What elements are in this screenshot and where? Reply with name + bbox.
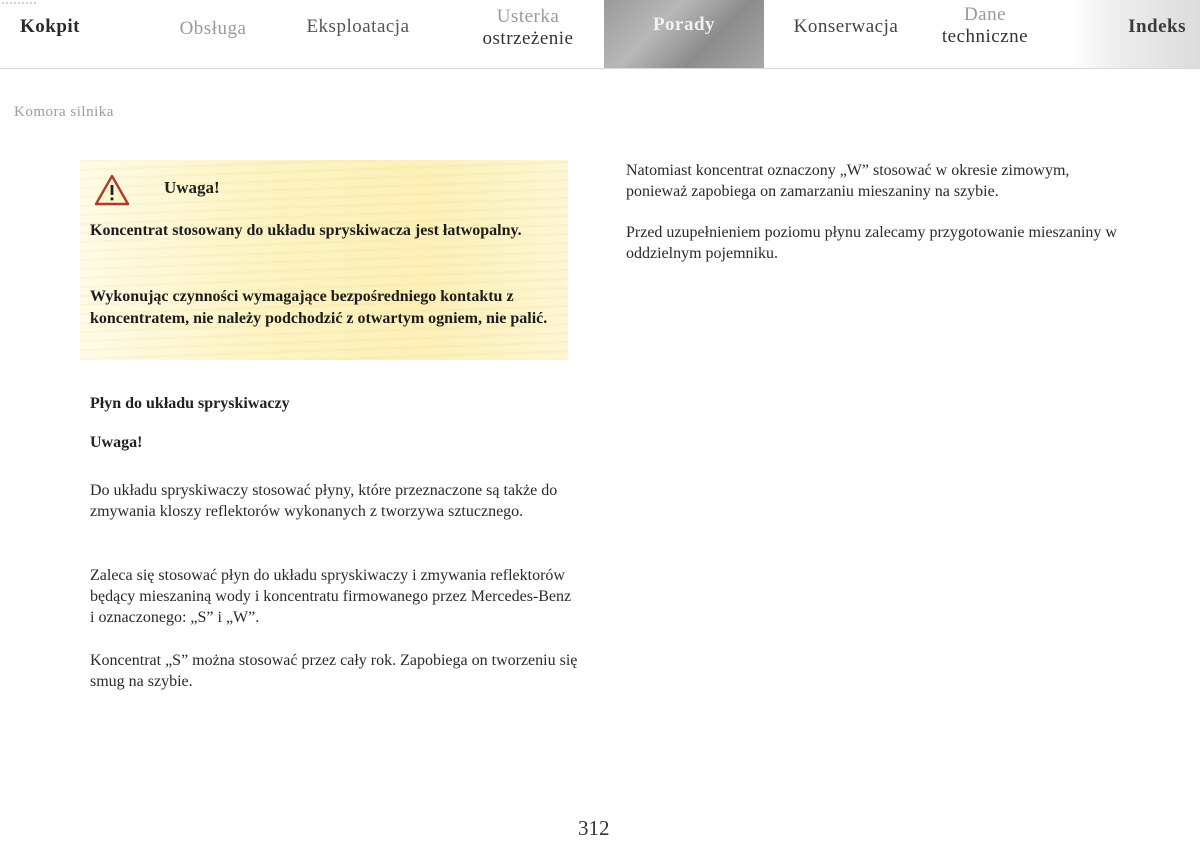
tab-kokpit[interactable] <box>10 0 90 68</box>
warning-triangle-icon <box>94 174 130 206</box>
tab-label-line1: Dane <box>963 4 1007 25</box>
paragraph-concentrate-s: Koncentrat „S” można stosować przez cały rok. Zapobiega on tworzeniu się smug na szybie. <box>90 652 578 690</box>
tab-eksploatacja[interactable] <box>278 0 438 68</box>
tab-dane-techniczne[interactable] <box>930 0 1040 68</box>
tab-label: Konserwacja <box>793 16 899 37</box>
paragraph-concentrate-w: Natomiast koncentrat oznaczony „W” stosować w okresie zimowym, ponieważ zapobiega on zamarzaniu mieszaniny na szybie. <box>626 162 1070 200</box>
tab-label-line1: Usterka <box>496 6 560 27</box>
tab-label: Porady <box>652 14 716 35</box>
warning-text-flammable: Koncentrat stosowany do układu spryskiwacza jest łatwopalny. <box>90 222 522 239</box>
tab-obsluga[interactable] <box>168 0 258 68</box>
tab-konserwacja[interactable] <box>776 0 916 68</box>
subheading-washer-fluid: Płyn do układu spryskiwaczy <box>90 395 290 412</box>
paragraph-fluid-usage: Do układu spryskiwaczy stosować płyny, które przeznaczone są także do zmywania kloszy reflektorów wykonanych z tworzywa sztucznego. <box>90 482 558 520</box>
warning-text-no-fire: Wykonując czynności wymagające bezpośredniego kontaktu z koncentratem, nie należy podchodzić z otwartym ogniem, nie palić. <box>90 288 548 327</box>
paragraph-recommended-mix: Zaleca się stosować płyn do układu spryskiwaczy i zmywania reflektorów będący mieszaniną wody i koncentratu firmowanego przez Mercedes-Benz i oznaczonego: „S” i „W”. <box>90 567 572 626</box>
warning-box <box>80 160 568 360</box>
tab-indeks[interactable] <box>1070 0 1200 68</box>
section-header: Komora silnika <box>14 104 114 120</box>
tab-porady-active[interactable] <box>604 0 764 68</box>
tab-usterka[interactable] <box>458 0 598 68</box>
tab-label-line2: ostrzeżenie <box>482 28 574 49</box>
tab-label: Eksploatacja <box>306 16 410 37</box>
top-navigation <box>0 0 1200 69</box>
tab-label-line2: techniczne <box>941 26 1029 47</box>
tab-label: Kokpit <box>19 16 81 37</box>
tab-label: Obsługa <box>179 18 247 39</box>
tab-label: Indeks <box>1128 16 1186 37</box>
warning-title: Uwaga! <box>164 178 220 197</box>
paragraph-prepare-mixture: Przed uzupełnieniem poziomu płynu zalecamy przygotowanie mieszaniny w oddzielnym pojemniku. <box>626 224 1117 262</box>
page-number: 312 <box>578 816 610 840</box>
subheading-caution: Uwaga! <box>90 434 143 451</box>
